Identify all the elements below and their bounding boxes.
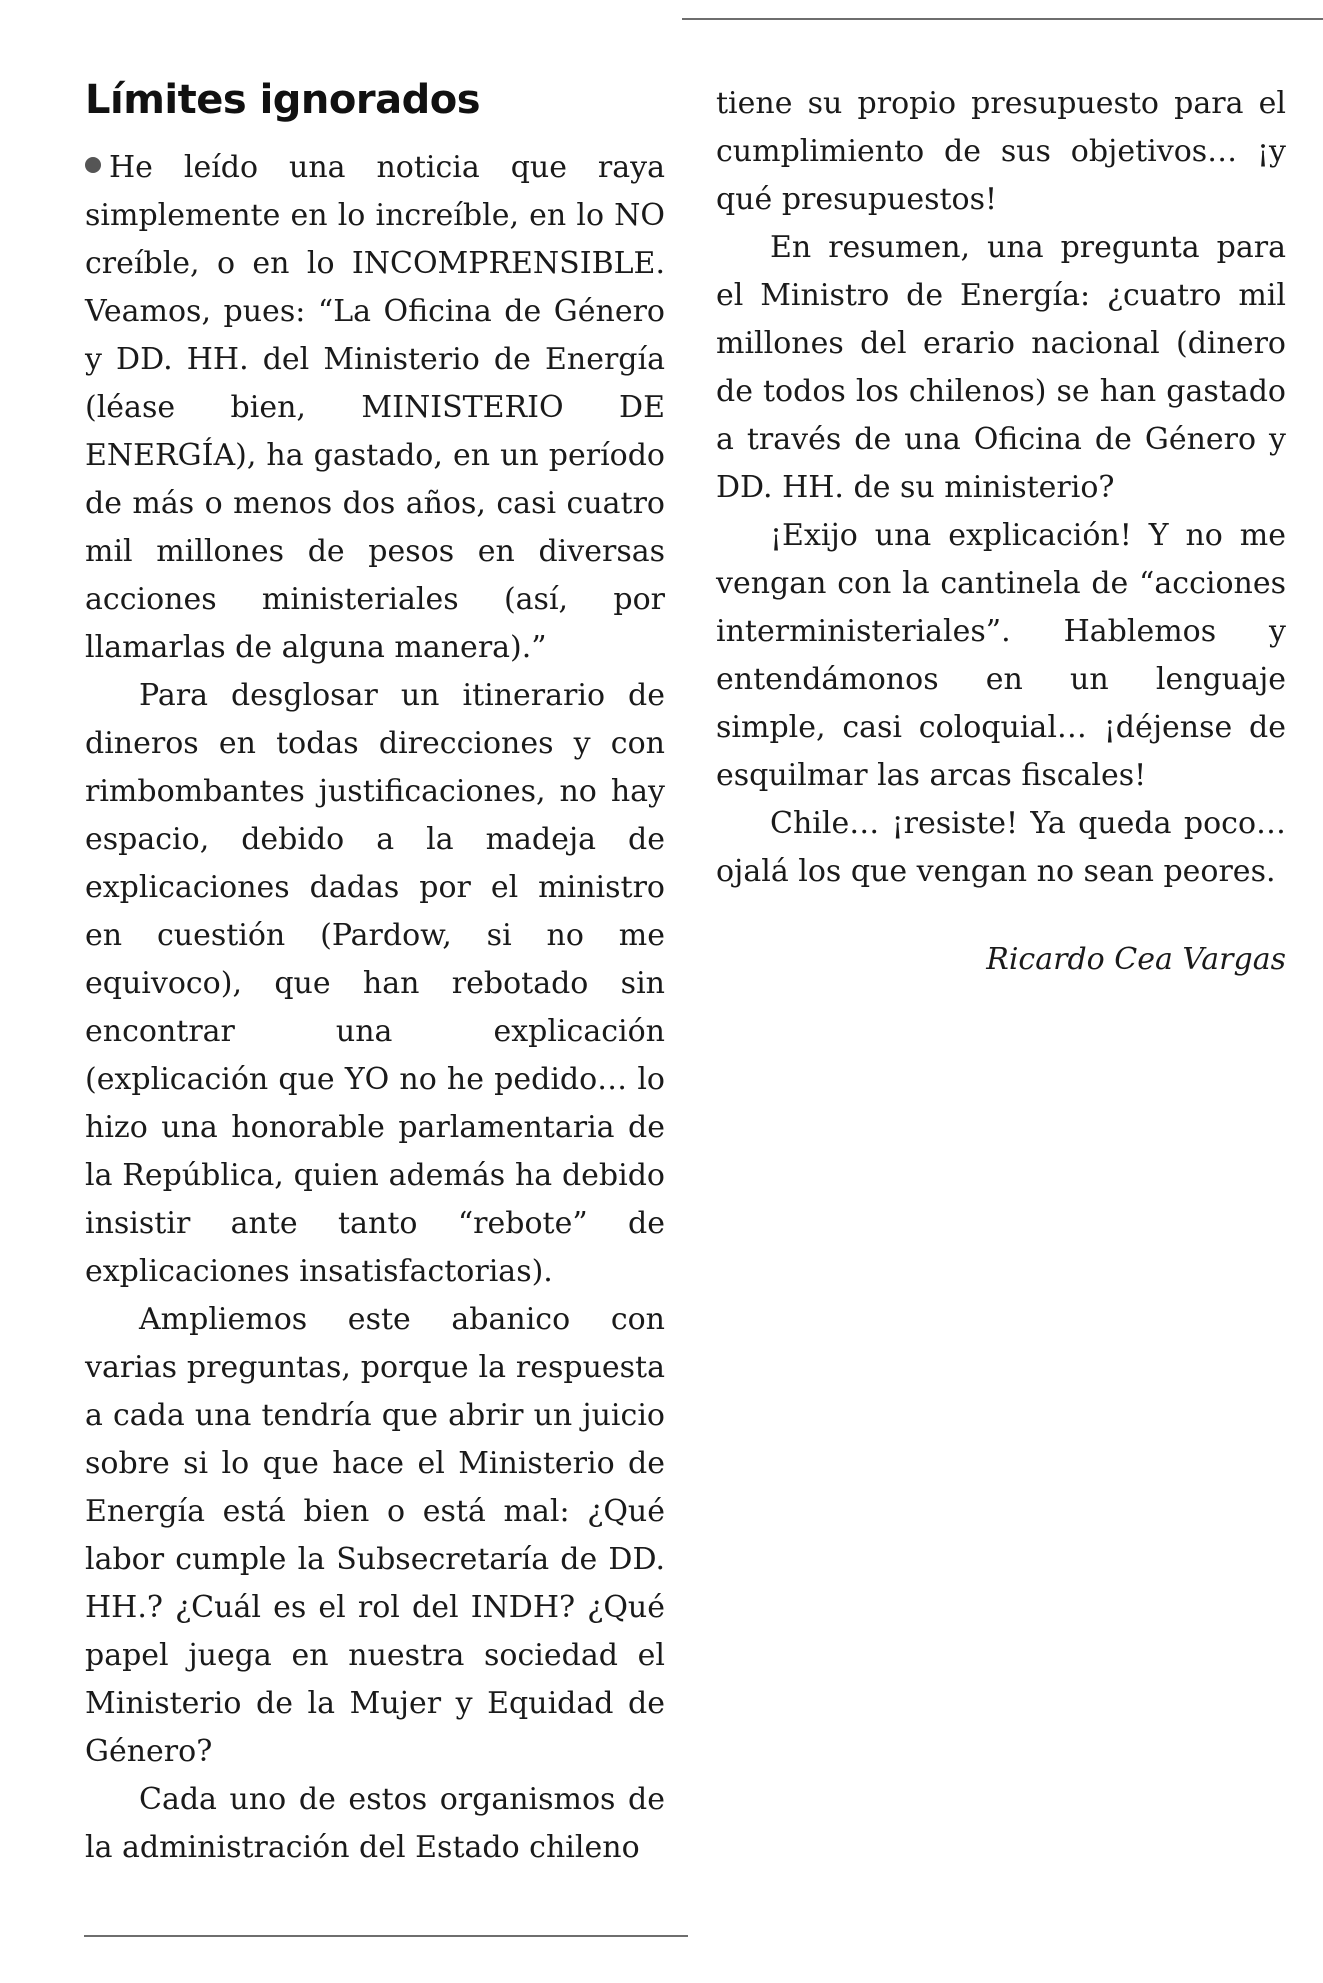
bullet-dot-icon: [85, 157, 101, 173]
left-column: [85, 72, 665, 1872]
right-column: [716, 80, 1286, 984]
article-paragraph-1: [85, 144, 665, 672]
top-divider-line: [682, 18, 1323, 20]
article-paragraph-7: ¡Exijo una explicación! Y no me vengan con la cantinela de “acciones interministeriales”. Hablemos y entendámonos en un lenguaje simple, casi coloquial… ¡déjense de esquilmar las arcas fiscales!: [716, 518, 1286, 793]
article-paragraph-8: Chile… ¡resiste! Ya queda poco… ojalá los que vengan no sean peores.: [716, 806, 1286, 889]
author-signature: Ricardo Cea Vargas: [986, 942, 1286, 977]
bottom-divider-line: [84, 1935, 688, 1937]
paragraph-text: He leído una noticia que raya simplemente en lo increíble, en lo NO creíble, o en lo INCOMPRENSIBLE. Veamos, pues: “La Oficina de Género y DD. HH. del Ministerio de Energía (léase bien, MINISTERIO DE ENERGÍA), ha gastado, en un período de más o menos dos años, casi cuatro mil millones de pesos en diversas acciones ministeriales (así, por llamarlas de alguna manera).”: [85, 150, 665, 665]
article-paragraph-4: Cada uno de estos organismos de la administración del Estado chileno: [85, 1782, 665, 1865]
article-title: Límites ignorados: [85, 77, 481, 123]
article-paragraph-6: En resumen, una pregunta para el Ministro de Energía: ¿cuatro mil millones del erario nacional (dinero de todos los chilenos) se han gastado a través de una Oficina de Género y DD. HH. de su ministerio?: [716, 230, 1286, 505]
article-paragraph-3: Ampliemos este abanico con varias preguntas, porque la respuesta a cada una tendría que abrir un juicio sobre si lo que hace el Ministerio de Energía está bien o está mal: ¿Qué labor cumple la Subsecretaría de DD. HH.? ¿Cuál es el rol del INDH? ¿Qué papel juega en nuestra sociedad el Ministerio de la Mujer y Equidad de Género?: [85, 1302, 665, 1769]
article-paragraph-2: Para desglosar un itinerario de dineros en todas direcciones y con rimbombantes justificaciones, no hay espacio, debido a la madeja de explicaciones dadas por el ministro en cuestión (Pardow, si no me equivoco), que han rebotado sin encontrar una explicación (explicación que YO no he pedido… lo hizo una honorable parlamentaria de la República, quien además ha debido insistir ante tanto “rebote” de explicaciones insatisfactorias).: [85, 678, 665, 1289]
article-paragraph-5: tiene su propio presupuesto para el cumplimiento de sus objetivos… ¡y qué presupuestos!: [716, 86, 1286, 217]
